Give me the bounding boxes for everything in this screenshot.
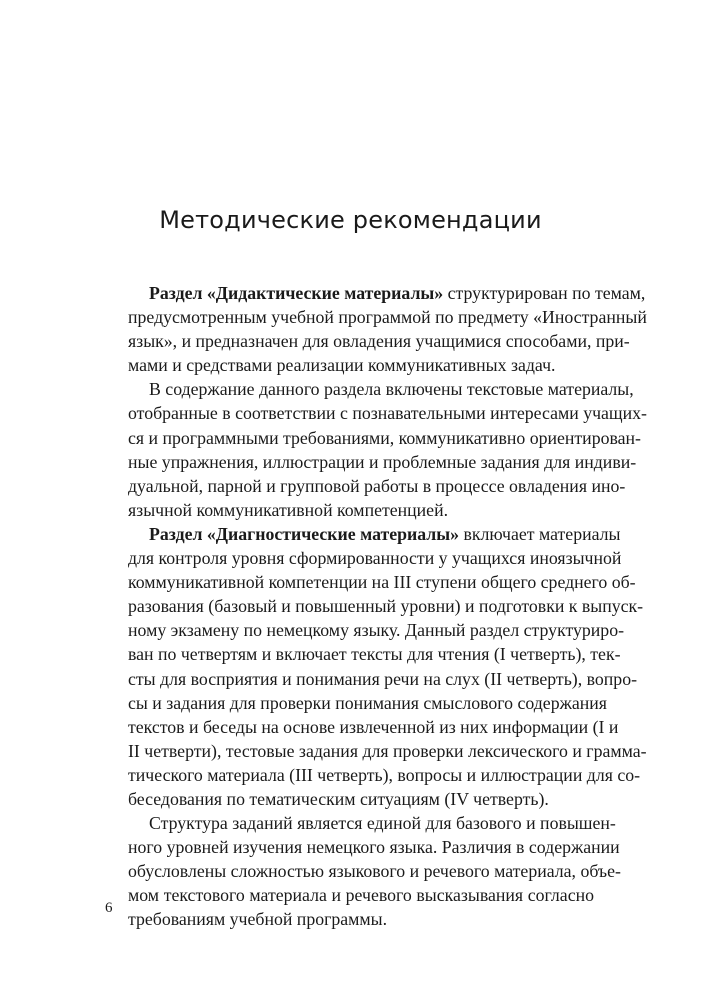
text-line: мом текстового материала и речевого высказывания согласно [128, 885, 594, 906]
paragraph-didactic [105, 281, 647, 377]
text-line: ному экзамену по немецкому языку. Данный раздел структуриро- [128, 620, 625, 641]
paragraph-content [105, 377, 647, 522]
text-line: сы и задания для проверки понимания смыслового содержания [128, 692, 607, 713]
paragraph-structure [105, 811, 621, 931]
text-line: коммуникативной компетенции на III ступени общего среднего об- [128, 572, 636, 593]
text-line: разования (базовый и повышенный уровни) и подготовки к выпуск- [128, 596, 644, 617]
paragraph-lead: Раздел «Дидактические материалы» [149, 283, 444, 303]
text-line: предусмотренным учебной программой по предмету «Иностранный [128, 307, 647, 328]
text-line: Раздел «Диагностические материалы» включает материалы [149, 523, 621, 544]
body-text [105, 281, 647, 932]
text-line: В содержание данного раздела включены текстовые материалы, [149, 379, 634, 400]
text-line: II четверти), тестовые задания для проверки лексического и грамма- [128, 740, 647, 761]
text-line: Раздел «Дидактические материалы» структурирован по темам, [149, 283, 646, 303]
paragraph-lead: Раздел «Диагностические материалы» [149, 523, 460, 544]
text-line: требованиям учебной программы. [128, 909, 388, 930]
page-number: 6 [105, 900, 113, 916]
paragraph-diagnostic [105, 522, 647, 811]
text-line: мами и средствами реализации коммуникативных задач. [128, 355, 556, 376]
text-line: текстов и беседы на основе извлеченной из них информации (I и [128, 716, 619, 737]
text-line: ся и программными требованиями, коммуникативно ориентирован- [128, 427, 641, 448]
text-line: Структура заданий является единой для базового и повышен- [149, 813, 616, 834]
text-line: ного уровней изучения немецкого языка. Различия в содержании [128, 837, 620, 858]
text-line: беседования по тематическим ситуациям (IV четверть). [128, 788, 549, 809]
text-line: дуальной, парной и групповой работы в процессе овладения ино- [128, 475, 626, 496]
text-line: язык», и предназначен для овладения учащимися способами, при- [128, 331, 630, 352]
text-line: отобранные в соответствии с познавательными интересами учащих- [128, 403, 647, 424]
text-line: ван по четвертям и включает тексты для чтения (I четверть), тек- [128, 644, 621, 665]
text-line: ные упражнения, иллюстрации и проблемные задания для индиви- [128, 451, 637, 472]
text-line: для контроля уровня сформированности у учащихся иноязычной [128, 548, 622, 569]
text-line: сты для восприятия и понимания речи на слух (II четверть), вопро- [128, 668, 638, 689]
text-line: обусловлены сложностью языкового и речевого материала, объе- [128, 861, 621, 882]
text-line: язычной коммуникативной компетенцией. [128, 499, 449, 520]
text-line: тического материала (III четверть), вопросы и иллюстрации для со- [128, 764, 641, 785]
page-title: Методические рекомендации [159, 206, 542, 234]
